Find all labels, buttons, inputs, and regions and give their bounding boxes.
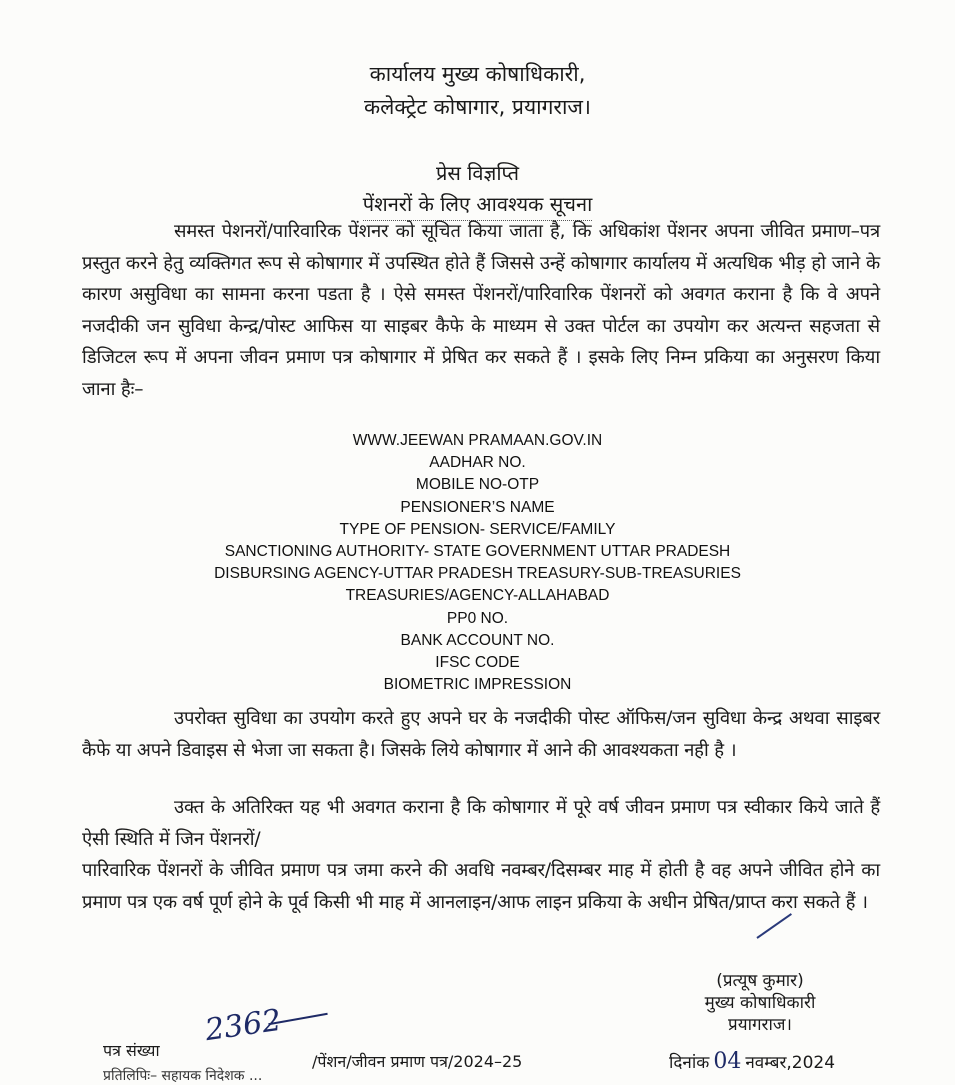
requirement-item: PP0 NO. — [446, 609, 509, 627]
signatory-place: प्रयागराज। — [728, 1015, 792, 1035]
requirement-item: BIOMETRIC IMPRESSION — [383, 676, 572, 694]
requirement-item: DISBURSING AGENCY-UTTAR PRADESH TREASURY-SUB-TREASURIES — [214, 565, 741, 583]
paragraph-2 — [82, 703, 880, 766]
title-block — [0, 158, 955, 221]
requirement-item: BANK ACCOUNT NO. — [400, 631, 555, 649]
requirements-list — [0, 430, 955, 696]
requirement-item: TREASURIES/AGENCY-ALLAHABAD — [345, 587, 610, 605]
date-line — [669, 1049, 835, 1074]
paragraph-1-text: समस्त पेशनरों/पारिवारिक पेंशनर को सूचित किया जाता है, कि अधिकांश पेंशनर अपना जीवित प्रमाण–पत्र प्रस्तुत करने हेतु व्यक्तिगत रूप से कोषागार में उपस्थित होते हैं जिससे उन्हें कोषागार कार्यालय में अत्यधिक भीड़ हो जाने के कारण असुविधा का सामना करना पडता है । ऐसे समस्त पेंशनरों/पारिवारिक पेंशनरों को अवगत कराना है कि वे अपने नजदीकी जन सुविधा केन्द्र/पोस्ट आफिस या साइबर कैफे के माध्यम से उक्त पोर्टल का उपयोग कर अत्यन्त सहजता से डिजिटल रूप में अपना जीवन प्रमाण पत्र कोषागार में प्रेषित कर सकते हैं । इसके लिए निम्न प्रकिया का अनुसरण किया जाना हैः– — [82, 221, 880, 400]
subject-title: पेंशनरों के लिए आवश्यक सूचना — [363, 189, 593, 221]
letter-reference: /पेंशन/जीवन प्रमाण पत्र/2024–25 — [312, 1052, 523, 1071]
requirement-item: WWW.JEEWAN PRAMAAN.GOV.IN — [352, 432, 603, 449]
date-month-year: नवम्बर,2024 — [745, 1053, 836, 1073]
paragraph-1 — [82, 216, 880, 405]
letter-number-label: पत्र संख्या — [103, 1041, 160, 1060]
requirement-item: MOBILE NO-OTP — [415, 476, 540, 494]
letter-number-handwritten: 2362 — [202, 1002, 284, 1049]
office-line-1: कार्यालय मुख्य कोषाधिकारी, — [369, 62, 586, 86]
press-release-title: प्रेस विज्ञप्ति — [435, 161, 520, 185]
requirement-item: PENSIONER’S NAME — [400, 498, 555, 516]
office-header — [0, 58, 955, 124]
paragraph-3 — [82, 792, 880, 918]
copy-to-line: प्रतिलिपिः– सहायक निदेशक ... — [103, 1068, 263, 1084]
requirement-item: IFSC CODE — [435, 654, 520, 672]
signatory-designation: मुख्य कोषाधिकारी — [704, 993, 816, 1013]
requirement-item: AADHAR NO. — [429, 454, 526, 472]
requirement-item: TYPE OF PENSION- SERVICE/FAMILY — [339, 520, 616, 538]
date-day-handwritten: 04 — [713, 1049, 742, 1074]
paragraph-3a-text: उक्त के अतिरिक्त यह भी अवगत कराना है कि कोषागार में पूरे वर्ष जीवन प्रमाण पत्र स्वीकार किये जाते हैं ऐसी स्थिति में जिन पेंशनरों/ — [82, 797, 880, 850]
requirement-item: SANCTIONING AUTHORITY- STATE GOVERNMENT UTTAR PRADESH — [224, 543, 731, 561]
paragraph-2-text: उपरोक्त सुविधा का उपयोग करते हुए अपने घर के नजदीकी पोस्ट ऑफिस/जन सुविधा केन्द्र अथवा साइबर कैफे या अपने डिवाइस से भेजा जा सकता है। जिसके लिये कोषागार में आने की आवश्यकता नही है । — [82, 708, 880, 761]
signatory-name: (प्रत्यूष कुमार) — [716, 971, 804, 991]
date-label: दिनांक — [669, 1053, 710, 1073]
signature-block — [660, 970, 860, 1036]
office-line-2: कलेक्ट्रेट कोषागार, प्रयागराज। — [364, 95, 591, 119]
paragraph-3b-text: पारिवारिक पेंशनरों के जीवित प्रमाण पत्र जमा करने की अवधि नवम्बर/दिसम्बर माह में होती है वह अपने जीवित होने का प्रमाण पत्र एक वर्ष पूर्ण होने के पूर्व किसी भी माह में आनलाइन/आफ लाइन प्रकिया के अधीन प्रेषित/प्राप्त करा सकते हैं । — [82, 860, 880, 913]
